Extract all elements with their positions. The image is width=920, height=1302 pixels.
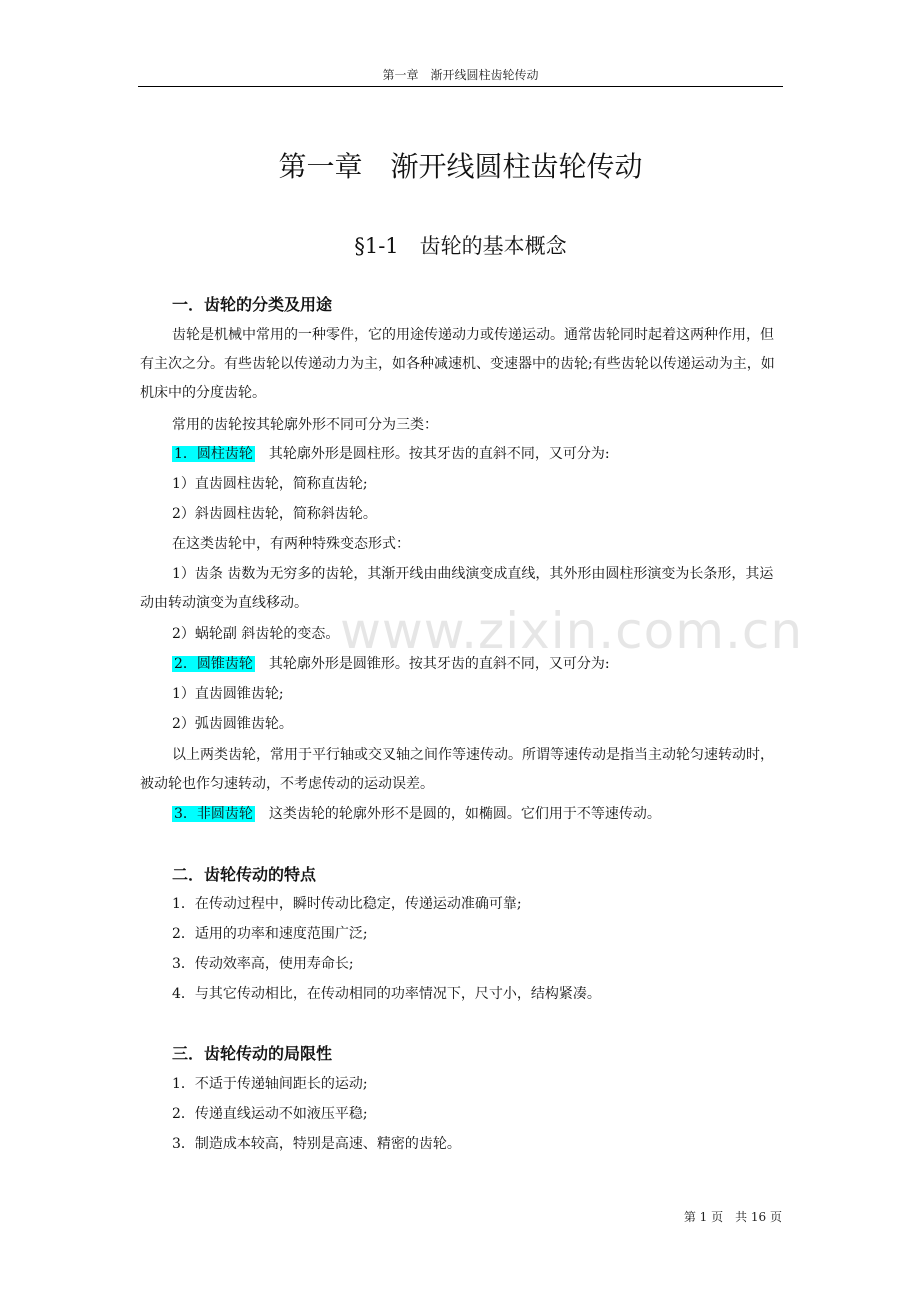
- list-item: 3．传动效率高，使用寿命长;: [172, 956, 354, 972]
- category-label-highlight: 3．非圆齿轮: [174, 806, 253, 822]
- paragraph-intro: 齿轮是机械中常用的一种零件，它的用途传递动力或传递运动。通常齿轮同时起着这两种作用，但有主次之分。有些齿轮以传递动力为主，如各种减速机、变速器中的齿轮;有些齿轮以传递运动为主，如机床中的分度齿轮。: [140, 327, 775, 401]
- category-label-highlight: 2．圆锥齿轮: [174, 656, 253, 672]
- list-item: 1．不适于传递轴间距长的运动;: [172, 1076, 368, 1092]
- list-item: 2）斜齿圆柱齿轮，简称斜齿轮。: [172, 506, 377, 522]
- section-heading-features: 二．齿轮传动的特点: [172, 865, 317, 884]
- paragraph-types: 常用的齿轮按其轮廓外形不同可分为三类：: [172, 417, 438, 433]
- list-item: 2．传递直线运动不如液压平稳;: [172, 1106, 368, 1122]
- list-item-worm: 2）蜗轮副 斜齿轮的变态。: [172, 626, 340, 642]
- paragraph-uniform: 以上两类齿轮，常用于平行轴或交叉轴之间作等速传动。所谓等速传动是指当主动轮匀速转动时，被动轮也作匀速转动，不考虑传动的运动误差。: [140, 747, 774, 792]
- chapter-title: 第一章 渐开线圆柱齿轮传动: [278, 150, 643, 183]
- category-text: 其轮廓外形是圆柱形。按其牙齿的直斜不同，又可分为:: [268, 446, 610, 462]
- category-label-highlight: 1．圆柱齿轮: [174, 446, 253, 462]
- category-cylindrical: [172, 440, 783, 469]
- running-header: 第一章 渐开线圆柱齿轮传动: [382, 68, 539, 82]
- category-text: 其轮廓外形是圆锥形。按其牙齿的直斜不同，又可分为:: [268, 656, 610, 672]
- list-item-rack: 1）齿条 齿数为无穷多的齿轮，其渐开线由曲线演变成直线，其外形由圆柱形演变为长条形，其运动由转动演变为直线移动。: [140, 566, 774, 611]
- section-title: §1-1 齿轮的基本概念: [354, 234, 567, 258]
- category-noncircular: [172, 800, 783, 829]
- page-number: 第 1 页 共 16 页: [683, 1210, 782, 1224]
- list-item: 2．适用的功率和速度范围广泛;: [172, 926, 368, 942]
- list-item: 1．在传动过程中，瞬时传动比稳定，传递运动准确可靠;: [172, 896, 522, 912]
- category-text: 这类齿轮的轮廓外形不是圆的，如椭圆。它们用于不等速传动。: [268, 806, 661, 822]
- header-rule: [138, 86, 783, 87]
- watermark: www.zixin.com.cn: [340, 602, 804, 660]
- section-heading-classification: 一．齿轮的分类及用途: [172, 295, 333, 314]
- list-item: 2）弧齿圆锥齿轮。: [172, 716, 293, 732]
- list-item: 4．与其它传动相比，在传动相同的功率情况下，尺寸小，结构紧凑。: [172, 986, 601, 1002]
- section-heading-limitations: 三．齿轮传动的局限性: [172, 1044, 333, 1063]
- list-item: 1）直齿圆锥齿轮;: [172, 686, 284, 702]
- list-item: 1）直齿圆柱齿轮，简称直齿轮;: [172, 476, 368, 492]
- list-item: 3．制造成本较高，特别是高速、精密的齿轮。: [172, 1136, 461, 1152]
- paragraph-variants: 在这类齿轮中，有两种特殊变态形式：: [172, 536, 410, 552]
